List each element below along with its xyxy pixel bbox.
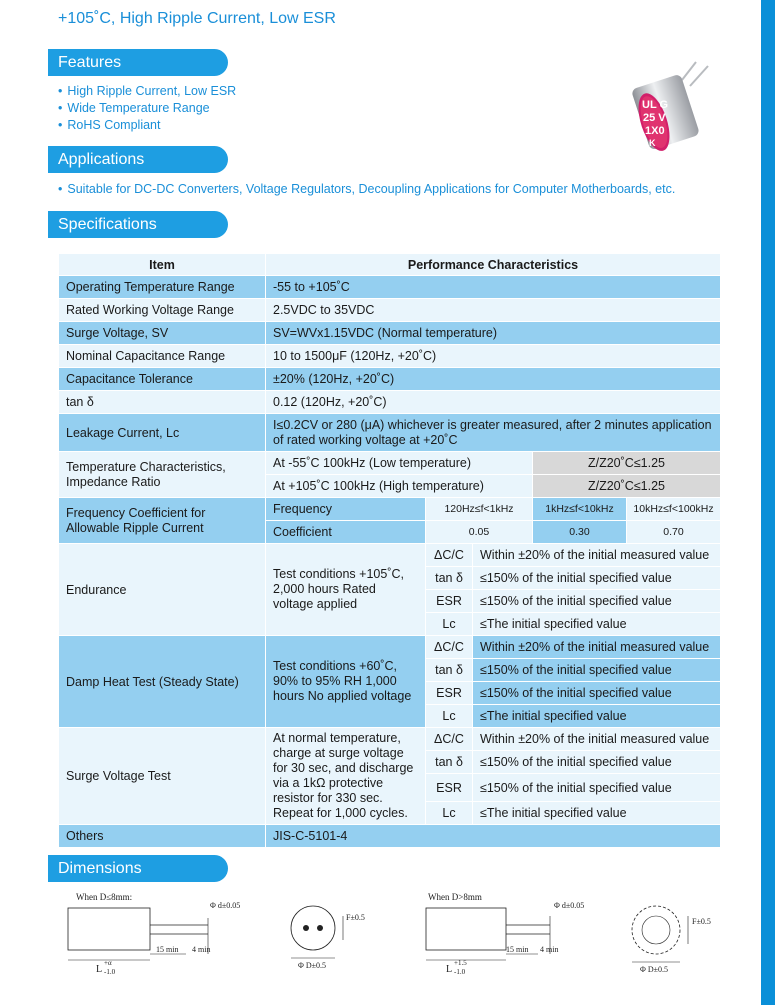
right-body-outline <box>426 908 506 950</box>
row-label: Operating Temperature Range <box>59 276 266 299</box>
row-label: Surge Voltage Test <box>59 728 266 825</box>
row-value: 0.12 (120Hz, +20˚C) <box>266 391 721 414</box>
table-header-row <box>59 254 721 276</box>
row-label: Capacitance Tolerance <box>59 368 266 391</box>
left-length: L <box>96 964 103 975</box>
table-row <box>59 544 721 567</box>
criterion-symbol: ΔC/C <box>426 544 473 567</box>
criterion-symbol: ΔC/C <box>426 728 473 751</box>
high-temp-value: Z/Z20˚C≤1.25 <box>533 475 721 498</box>
table-row <box>59 728 721 751</box>
specifications-header: Specifications <box>48 211 228 238</box>
low-temp-value: Z/Z20˚C≤1.25 <box>533 452 721 475</box>
marking-line-4: K <box>649 138 656 148</box>
band-2: 1kHz≤f<10kHz <box>533 498 627 521</box>
right-tol-top: +1.5 <box>454 959 467 967</box>
right-span: 15 min <box>506 945 529 954</box>
left-span: 15 min <box>156 945 179 954</box>
criterion-symbol: tan δ <box>426 751 473 774</box>
features-list <box>58 83 236 134</box>
left-pitch: F±0.5 <box>346 913 365 922</box>
row-value: 2.5VDC to 35VDC <box>266 299 721 322</box>
criterion-value: ≤150% of the initial specified value <box>473 751 721 774</box>
table-row <box>59 498 721 521</box>
criterion-value: ≤150% of the initial specified value <box>473 567 721 590</box>
criterion-symbol: Lc <box>426 802 473 825</box>
specifications-table <box>58 253 721 848</box>
right-dia: Φ D±0.5 <box>640 965 669 974</box>
row-label: Rated Working Voltage Range <box>59 299 266 322</box>
criterion-value: ≤150% of the initial specified value <box>473 590 721 613</box>
table-row <box>59 276 721 299</box>
marking-line-2: 25 V <box>643 112 666 124</box>
row-value: ±20% (120Hz, +20˚C) <box>266 368 721 391</box>
coef-1: 0.05 <box>426 521 533 544</box>
table-row <box>59 391 721 414</box>
row-value: SV=WVx1.15VDC (Normal temperature) <box>266 322 721 345</box>
low-temp-condition: At -55˚C 100kHz (Low temperature) <box>266 452 533 475</box>
dimensions-header: Dimensions <box>48 855 228 882</box>
test-conditions: At normal temperature, charge at surge voltage for 30 sec, and discharge via a 1kΩ protective resistor for 330 sec. Repeat for 1,000 cycles. <box>266 728 426 825</box>
col-performance-header: Performance Characteristics <box>266 254 721 276</box>
dimension-drawings <box>58 888 718 988</box>
row-value: JIS-C-5101-4 <box>266 825 721 848</box>
row-label: Frequency Coefficient for Allowable Ripple Current <box>59 498 266 544</box>
coefficient-label: Coefficient <box>266 521 426 544</box>
marking-line-1: UL G <box>642 99 669 111</box>
right-end: 4 min <box>540 945 559 954</box>
marking-line-3: 1X0 <box>645 125 665 137</box>
row-label: Surge Voltage, SV <box>59 322 266 345</box>
test-conditions: Test conditions +60˚C, 90% to 95% RH 1,000 hours No applied voltage <box>266 636 426 728</box>
criterion-value: ≤The initial specified value <box>473 802 721 825</box>
list-item: • High Ripple Current, Low ESR <box>58 83 236 100</box>
high-temp-condition: At +105˚C 100kHz (High temperature) <box>266 475 533 498</box>
left-end-view <box>291 906 335 950</box>
criterion-symbol: ESR <box>426 682 473 705</box>
criterion-value: ≤The initial specified value <box>473 705 721 728</box>
criterion-value: Within ±20% of the initial measured value <box>473 636 721 659</box>
row-label: Nominal Capacitance Range <box>59 345 266 368</box>
list-item: • Wide Temperature Range <box>58 100 236 117</box>
row-value: -55 to +105˚C <box>266 276 721 299</box>
band-1: 120Hz≤f<1kHz <box>426 498 533 521</box>
criterion-symbol: tan δ <box>426 567 473 590</box>
frequency-label: Frequency <box>266 498 426 521</box>
left-caption: When D≤8mm: <box>76 892 133 902</box>
coef-3: 0.70 <box>627 521 721 544</box>
capacitor-product-image <box>612 60 722 170</box>
coef-2: 0.30 <box>533 521 627 544</box>
page-title: +105˚C, High Ripple Current, Low ESR <box>58 10 336 27</box>
applications-list <box>58 181 675 198</box>
criterion-value: ≤150% of the initial specified value <box>473 774 721 802</box>
row-label: Others <box>59 825 266 848</box>
right-caption: When D>8mm <box>428 892 482 902</box>
band-3: 10kHz≤f<100kHz <box>627 498 721 521</box>
row-value: 10 to 1500μF (120Hz, +20˚C) <box>266 345 721 368</box>
criterion-value: ≤150% of the initial specified value <box>473 659 721 682</box>
criterion-symbol: ΔC/C <box>426 636 473 659</box>
row-label: Damp Heat Test (Steady State) <box>59 636 266 728</box>
left-dia: Φ D±0.5 <box>298 961 327 970</box>
row-label: Leakage Current, Lc <box>59 414 266 452</box>
row-label: Temperature Characteristics, Impedance Ratio <box>59 452 266 498</box>
criterion-symbol: Lc <box>426 705 473 728</box>
table-row <box>59 368 721 391</box>
criterion-symbol: ESR <box>426 774 473 802</box>
right-pitch: F±0.5 <box>692 917 711 926</box>
criterion-value: ≤150% of the initial specified value <box>473 682 721 705</box>
right-tol-bottom: -1.0 <box>454 968 466 976</box>
row-label: Endurance <box>59 544 266 636</box>
left-tol-bottom: -1.0 <box>104 968 116 976</box>
table-row <box>59 299 721 322</box>
table-row <box>59 825 721 848</box>
col-item-header: Item <box>59 254 266 276</box>
list-item: • RoHS Compliant <box>58 117 236 134</box>
criterion-value: ≤The initial specified value <box>473 613 721 636</box>
right-end-view <box>632 906 680 954</box>
right-lead-dia: Φ d±0.05 <box>554 901 585 910</box>
list-item: • Suitable for DC-DC Converters, Voltage Regulators, Decoupling Applications for Computer Motherboards, etc. <box>58 181 675 198</box>
table-row <box>59 345 721 368</box>
criterion-symbol: ESR <box>426 590 473 613</box>
criterion-symbol: tan δ <box>426 659 473 682</box>
left-body-outline <box>68 908 150 950</box>
test-conditions: Test conditions +105˚C, 2,000 hours Rated voltage applied <box>266 544 426 636</box>
right-length: L <box>446 964 453 975</box>
criterion-symbol: Lc <box>426 613 473 636</box>
table-row <box>59 414 721 452</box>
table-row <box>59 452 721 475</box>
applications-header: Applications <box>48 146 228 173</box>
criterion-value: Within ±20% of the initial measured value <box>473 728 721 751</box>
left-end: 4 min <box>192 945 211 954</box>
left-tol-top: +α <box>104 959 112 967</box>
criterion-value: Within ±20% of the initial measured value <box>473 544 721 567</box>
right-edge-band <box>761 0 775 1005</box>
features-header: Features <box>48 49 228 76</box>
row-value: I≤0.2CV or 280 (μA) whichever is greater measured, after 2 minutes application of rated working voltage at +20˚C <box>266 414 721 452</box>
table-row <box>59 322 721 345</box>
left-lead-dia: Φ d±0.05 <box>210 901 241 910</box>
row-label: tan δ <box>59 391 266 414</box>
table-row <box>59 636 721 659</box>
